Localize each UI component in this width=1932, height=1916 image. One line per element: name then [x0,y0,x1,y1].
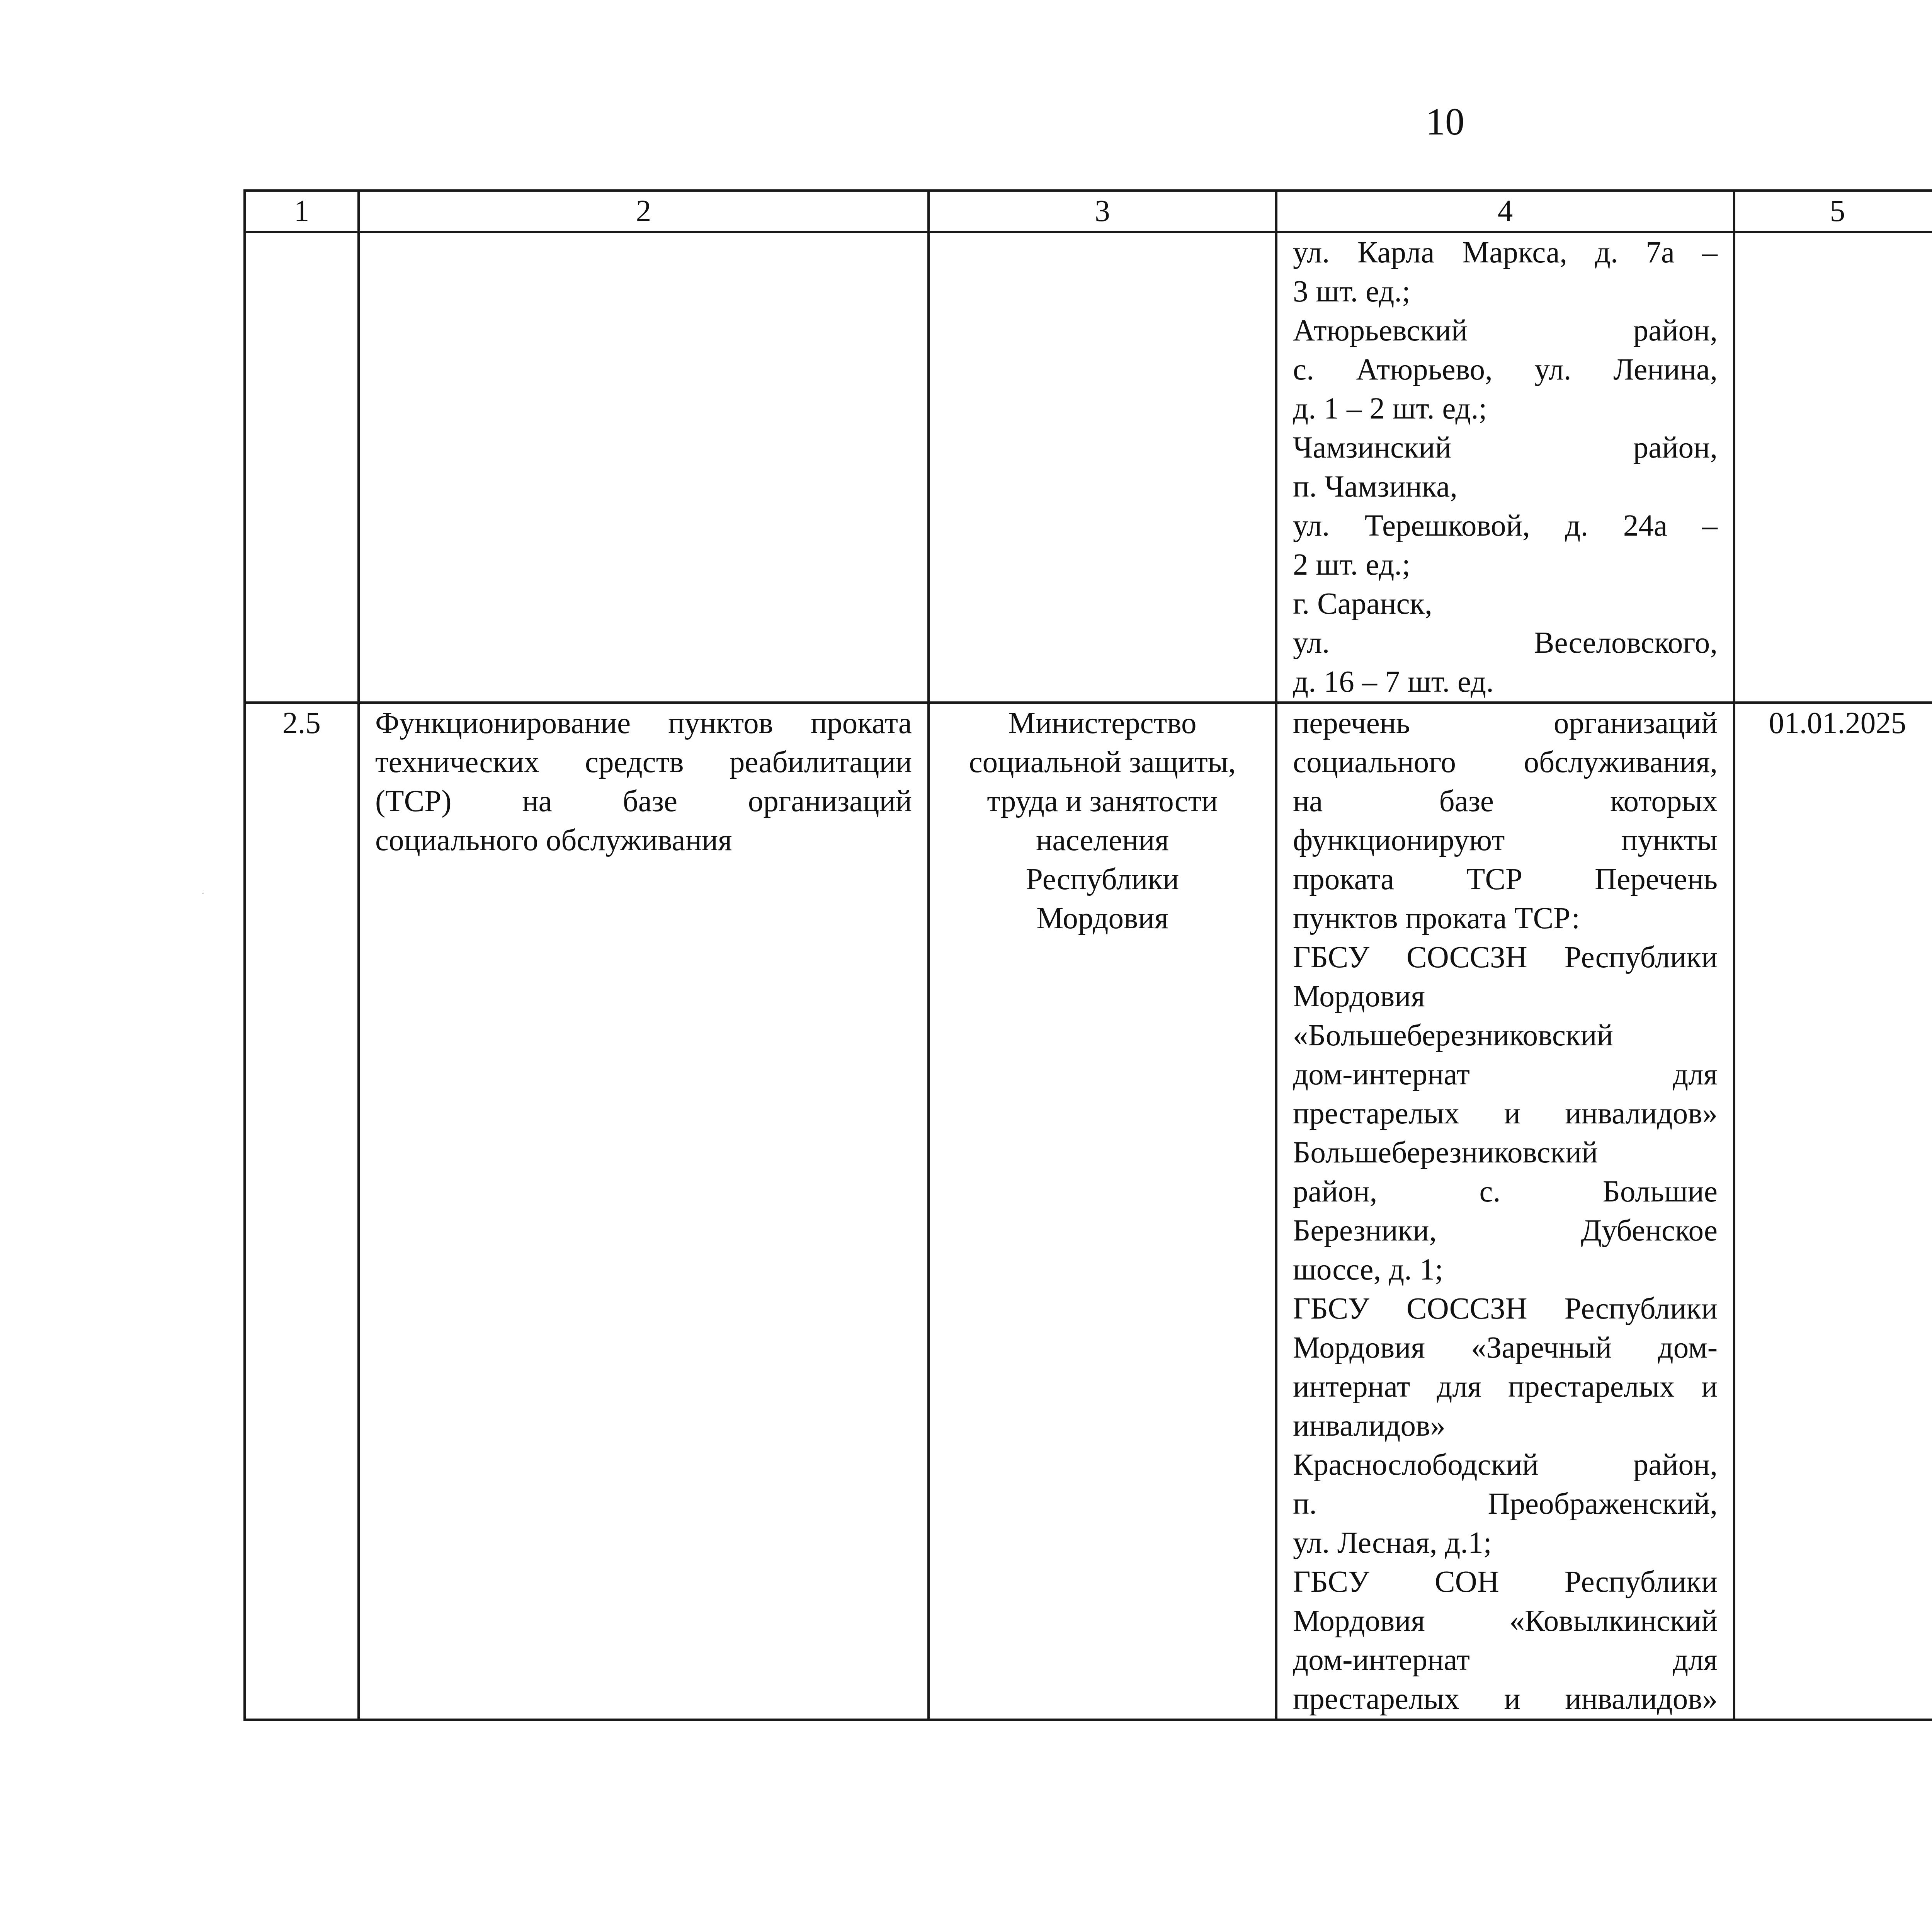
table-row-2-5 [245,703,1932,1720]
text-line: Мордовия [1036,902,1168,935]
text-line: д. 16 – 7 шт. ед. [1293,665,1494,699]
text-line: функционируют пункты [1293,824,1718,857]
text-line: ГБСУ СОССЗН Республики [1293,941,1718,974]
text-line: район, с. Большие [1293,1175,1718,1208]
header-cell: 4 [1276,191,1734,232]
text-line: Мордовия «Заречный дом- [1293,1331,1718,1365]
empty-cell [359,232,929,703]
result-cell [1276,703,1734,1720]
measure-name-cell [359,703,929,1720]
text-line: Мордовия [1293,980,1425,1013]
text-line: Функционирование пунктов проката [375,706,912,740]
text-line: ул. Карла Маркса, д. 7а – [1293,236,1718,269]
text-line: дом-интернат для [1293,1643,1718,1677]
text-line: интернат для престарелых и [1293,1370,1718,1404]
header-cell: 2 [359,191,929,232]
text-line: труда и занятости [987,784,1218,818]
table-row-continuation [245,232,1932,703]
header-cell: 1 [245,191,359,232]
text-line: Большеберезниковский [1293,1136,1598,1169]
text-line: технических средств реабилитации [375,745,912,779]
text-line: Мордовия «Ковылкинский [1293,1604,1718,1638]
header-cell: 3 [929,191,1276,232]
text-line: Березники, Дубенское [1293,1214,1718,1247]
text-line: ГБСУ СОССЗН Республики [1293,1292,1718,1326]
text-line: «Большеберезниковский [1293,1019,1613,1052]
text-line: на базе которых [1293,784,1718,818]
text-line: Краснослободский район, [1293,1448,1718,1482]
text-line: (ТСР) на базе организаций [375,784,912,818]
text-line: перечень организаций [1293,706,1718,740]
text-line: Республики [1026,863,1179,896]
text-line: с. Атюрьево, ул. Ленина, [1293,353,1718,386]
text-line: престарелых и инвалидов» [1293,1097,1718,1130]
text-line: 2 шт. ед.; [1293,548,1411,582]
header-cell: 5 [1734,191,1932,232]
measures-table [243,189,1932,1721]
empty-cell [929,232,1276,703]
text-line: п. Чамзинка, [1293,470,1458,504]
header-row [245,191,1932,232]
text-line: дом-интернат для [1293,1058,1718,1091]
text-line: социальной защиты, [969,745,1236,779]
row-number: 2.5 [245,703,359,1720]
empty-cell [1734,232,1932,703]
text-line: социального обслуживания [375,824,732,857]
executor-cell [929,703,1276,1720]
text-line: пунктов проката ТСР: [1293,902,1580,935]
text-line: 3 шт. ед.; [1293,275,1411,308]
text-line: Атюрьевский район, [1293,314,1718,347]
text-line: г. Саранск, [1293,587,1432,621]
text-line: Министерство [1008,706,1197,740]
text-line: ул. Терешковой, д. 24а – [1293,509,1718,543]
text-line: д. 1 – 2 шт. ед.; [1293,392,1487,425]
text-line: ул. Веселовского, [1293,626,1718,660]
page-number: 10 [1426,100,1464,143]
text-line: проката ТСР Перечень [1293,863,1718,896]
text-line: социального обслуживания, [1293,745,1718,779]
text-line: ул. Лесная, д.1; [1293,1526,1492,1560]
text-line: инвалидов» [1293,1409,1446,1443]
text-line: населения [1036,824,1169,857]
start-date-cell: 01.01.2025 [1734,703,1932,1720]
text-line: шоссе, д. 1; [1293,1253,1444,1286]
text-line: престарелых и инвалидов» [1293,1682,1718,1716]
empty-cell [245,232,359,703]
text-line: п. Преображенский, [1293,1487,1718,1521]
text-line: Чамзинский район, [1293,431,1718,465]
address-list-cell [1276,232,1734,703]
text-line: ГБСУ СОН Республики [1293,1565,1718,1599]
